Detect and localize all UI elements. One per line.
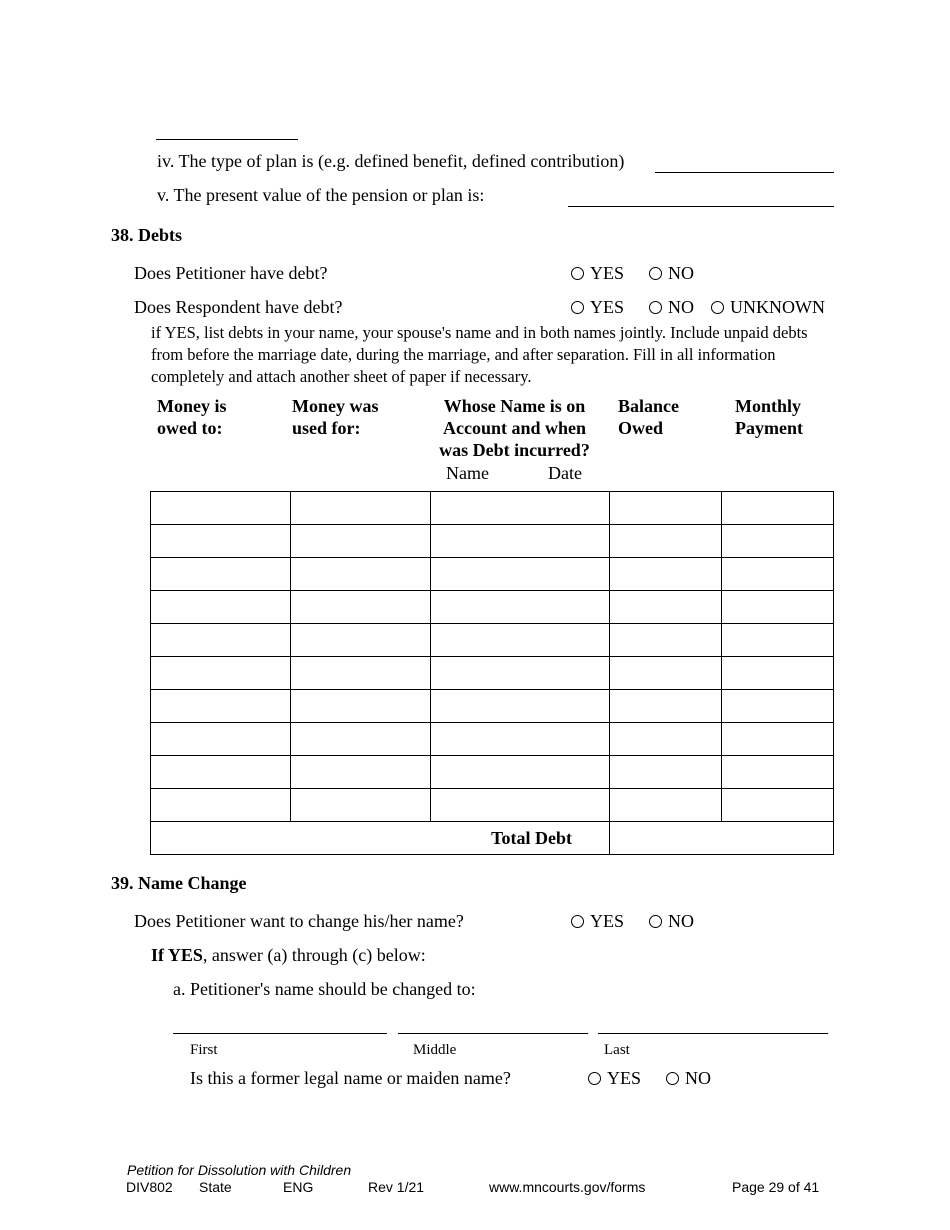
table-cell[interactable] — [431, 723, 610, 756]
table-cell[interactable] — [722, 690, 834, 723]
table-cell[interactable] — [151, 657, 291, 690]
table-cell[interactable] — [291, 591, 431, 624]
table-cell[interactable] — [151, 492, 291, 525]
table-cell[interactable] — [610, 558, 722, 591]
table-cell[interactable] — [722, 723, 834, 756]
petitioner-debt-question: Does Petitioner have debt? — [134, 263, 328, 283]
name-change-question: Does Petitioner want to change his/her name? — [134, 911, 464, 931]
col-header-owed-to: Money is owed to: — [157, 396, 227, 438]
col-subheader-name: Name — [446, 463, 489, 483]
table-cell[interactable] — [722, 591, 834, 624]
debts-instructions: if YES, list debts in your name, your spouse's name and in both names jointly. Include unpaid debts from before the marriage date, during the marriage, and after separation. Fill in all information completely and attach another sheet of paper if necessary. — [151, 323, 808, 386]
petitioner-debt-yes[interactable]: YES — [571, 262, 624, 284]
table-cell[interactable] — [722, 789, 834, 822]
table-cell[interactable] — [291, 657, 431, 690]
respondent-debt-yes[interactable]: YES — [571, 296, 624, 318]
former-name-yes[interactable]: YES — [588, 1067, 641, 1089]
col-header-used-for: Money was used for: — [292, 396, 379, 438]
table-cell[interactable] — [610, 723, 722, 756]
col-subheader-date: Date — [548, 463, 582, 483]
middle-name-field[interactable] — [398, 1033, 588, 1034]
total-debt-label: Total Debt — [151, 822, 610, 855]
name-change-heading: 39. Name Change — [111, 873, 247, 893]
radio-icon — [649, 267, 662, 280]
total-row — [151, 822, 834, 855]
radio-icon — [571, 915, 584, 928]
table-cell[interactable] — [431, 558, 610, 591]
petitioner-debt-no[interactable]: NO — [649, 262, 694, 284]
total-debt-cell[interactable] — [610, 822, 834, 855]
table-cell[interactable] — [610, 789, 722, 822]
respondent-debt-no[interactable]: NO — [649, 296, 694, 318]
table-cell[interactable] — [431, 492, 610, 525]
table-cell[interactable] — [151, 525, 291, 558]
table-cell[interactable] — [151, 591, 291, 624]
table-cell[interactable] — [431, 525, 610, 558]
radio-icon — [649, 301, 662, 314]
first-name-caption: First — [190, 1042, 218, 1058]
former-name-no[interactable]: NO — [666, 1067, 711, 1089]
name-change-no[interactable]: NO — [649, 910, 694, 932]
footer-state: State — [199, 1179, 232, 1195]
plan-type-field[interactable] — [655, 172, 834, 173]
footer-language: ENG — [283, 1179, 314, 1195]
table-cell[interactable] — [291, 690, 431, 723]
table-row — [151, 690, 834, 723]
former-name-question: Is this a former legal name or maiden name? — [190, 1068, 511, 1088]
radio-icon — [588, 1072, 601, 1085]
footer-page-number: Page 29 of 41 — [732, 1179, 820, 1195]
radio-icon — [571, 267, 584, 280]
if-yes-instruction: If YES, answer (a) through (c) below: — [151, 945, 426, 965]
table-cell[interactable] — [291, 525, 431, 558]
radio-icon — [649, 915, 662, 928]
table-cell[interactable] — [610, 525, 722, 558]
radio-icon — [571, 301, 584, 314]
table-cell[interactable] — [291, 723, 431, 756]
blank-line-top[interactable] — [156, 139, 298, 140]
table-cell[interactable] — [151, 789, 291, 822]
table-cell[interactable] — [431, 789, 610, 822]
footer-form-id: DIV802 — [126, 1179, 173, 1195]
table-cell[interactable] — [610, 591, 722, 624]
table-cell[interactable] — [291, 624, 431, 657]
table-cell[interactable] — [431, 756, 610, 789]
table-cell[interactable] — [722, 558, 834, 591]
footer-url[interactable]: www.mncourts.gov/forms — [489, 1179, 646, 1195]
table-row — [151, 624, 834, 657]
name-change-yes[interactable]: YES — [571, 910, 624, 932]
table-row — [151, 525, 834, 558]
plan-value-field[interactable] — [568, 206, 834, 207]
table-cell[interactable] — [151, 624, 291, 657]
table-cell[interactable] — [291, 756, 431, 789]
table-cell[interactable] — [431, 690, 610, 723]
col-header-whose-name: Whose Name is on Account and when was Debt incurred? — [439, 396, 590, 460]
table-cell[interactable] — [722, 657, 834, 690]
respondent-debt-question: Does Respondent have debt? — [134, 297, 343, 317]
table-cell[interactable] — [610, 624, 722, 657]
table-cell[interactable] — [722, 525, 834, 558]
table-cell[interactable] — [431, 591, 610, 624]
radio-icon — [711, 301, 724, 314]
first-name-field[interactable] — [173, 1033, 387, 1034]
col-header-balance: Balance Owed — [618, 396, 679, 438]
footer-title: Petition for Dissolution with Children — [127, 1162, 352, 1178]
debts-heading: 38. Debts — [111, 225, 182, 245]
table-cell[interactable] — [610, 690, 722, 723]
table-cell[interactable] — [151, 756, 291, 789]
col-header-monthly: Monthly Payment — [735, 396, 803, 438]
table-cell[interactable] — [610, 492, 722, 525]
radio-icon — [666, 1072, 679, 1085]
table-row — [151, 558, 834, 591]
table-cell[interactable] — [722, 624, 834, 657]
table-cell[interactable] — [291, 558, 431, 591]
footer-revision: Rev 1/21 — [368, 1179, 425, 1195]
table-cell[interactable] — [151, 723, 291, 756]
table-cell[interactable] — [431, 624, 610, 657]
table-cell[interactable] — [291, 492, 431, 525]
table-cell[interactable] — [722, 492, 834, 525]
table-row — [151, 492, 834, 525]
table-cell[interactable] — [291, 789, 431, 822]
table-cell[interactable] — [151, 558, 291, 591]
plan-value-label: v. The present value of the pension or plan is: — [157, 185, 485, 205]
last-name-caption: Last — [604, 1042, 630, 1058]
table-cell[interactable] — [722, 756, 834, 789]
table-row — [151, 756, 834, 789]
table-cell[interactable] — [610, 657, 722, 690]
table-row — [151, 591, 834, 624]
plan-type-label: iv. The type of plan is (e.g. defined benefit, defined contribution) — [157, 151, 625, 171]
table-row — [151, 657, 834, 690]
middle-name-caption: Middle — [413, 1042, 457, 1058]
table-cell[interactable] — [610, 756, 722, 789]
debts-table — [150, 491, 834, 855]
table-cell[interactable] — [431, 657, 610, 690]
new-name-label: a. Petitioner's name should be changed to: — [173, 979, 476, 999]
table-row — [151, 723, 834, 756]
table-cell[interactable] — [151, 690, 291, 723]
last-name-field[interactable] — [598, 1033, 828, 1034]
respondent-debt-unknown[interactable]: UNKNOWN — [711, 296, 825, 318]
table-row — [151, 789, 834, 822]
